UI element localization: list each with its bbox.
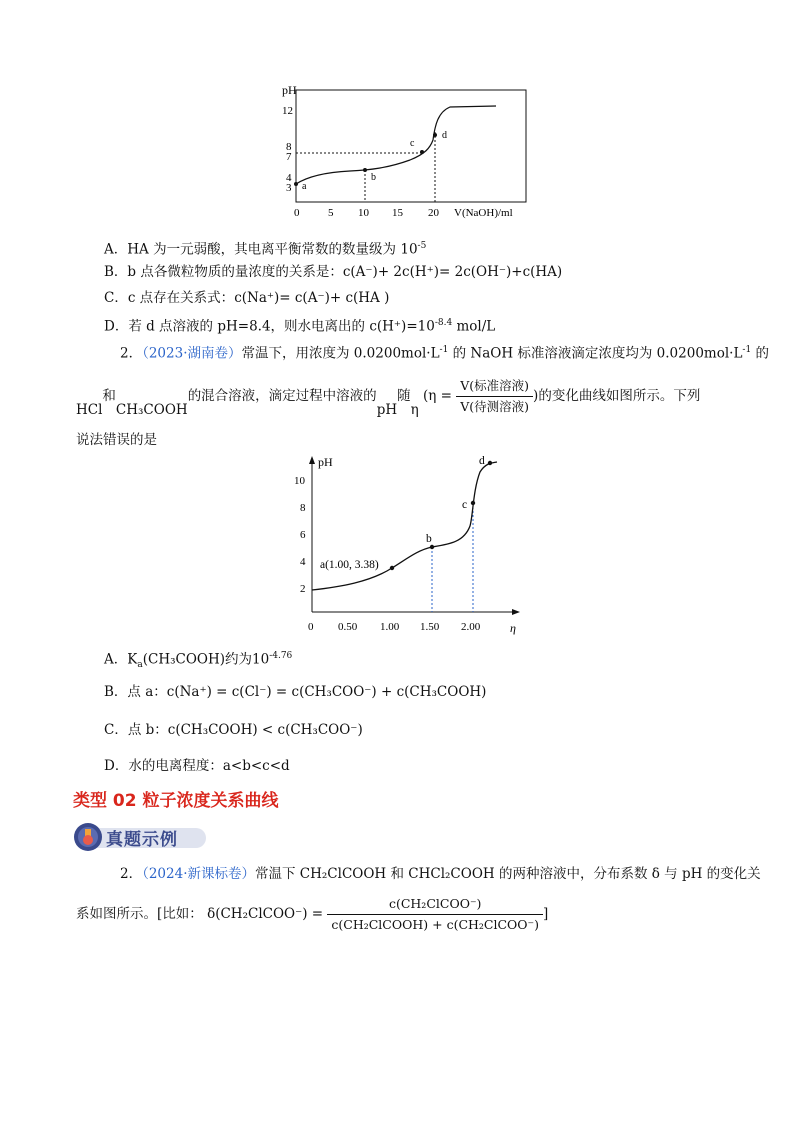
q2-option-c: C．点 b：c(CH₃COOH) < c(CH₃COO⁻) — [104, 722, 363, 738]
chart1-xtick-10: 10 — [358, 207, 369, 219]
chart1-xlabel: V(NaOH)/ml — [454, 207, 513, 219]
chart2-xtick-100: 1.00 — [380, 621, 400, 633]
chart2-xtick-050: 0.50 — [338, 621, 358, 633]
q1-option-a: A．HA 为一元弱酸，其电离平衡常数的数量级为 $10^{-5}$ — [104, 241, 427, 258]
chart2-ytick-2: 2 — [300, 583, 306, 595]
chart1-ytick-12: 12 — [282, 105, 293, 117]
chart1-ytick-3: 3 — [286, 182, 292, 194]
q2-source: （2023·湖南卷） — [142, 345, 242, 362]
q2-option-d: D．水的电离程度：a<b<c<d — [104, 758, 290, 774]
chart2-xtick-0: 0 — [308, 621, 314, 633]
chart1-xtick-5: 5 — [328, 207, 334, 219]
q2-stem-line3: 说法错误的是 — [76, 432, 157, 448]
chart1-point-d: d — [442, 130, 447, 141]
banner-title: 真题示例 — [106, 830, 178, 850]
chart2-xtick-200: 2.00 — [461, 621, 481, 633]
chart1-ytick-8: 8 — [286, 141, 292, 153]
chart2-ytick-8: 8 — [300, 502, 306, 514]
chart1-point-b: b — [371, 172, 376, 183]
q3-stem-line2: 系如图所示。[比如： δ(CH₂ClCOO⁻) = $\frac{\text{c(CH₂ClCOO⁻)}}{\text{c(CH₂ClCOOH) + c(CH₂ClCOO⁻)}}$ ] — [76, 894, 548, 935]
q1-option-d: D．若 d 点溶液的 pH=8.4，则水电离出的 $c(H^+)=10^{-8.4}$ mol/L — [104, 318, 496, 335]
chart2-xlabel: η — [510, 621, 516, 635]
q2-eta-fraction: $\frac{\text{V(标准溶液)}}{\text{V(待测溶液)}}$ — [456, 376, 533, 417]
q2-option-a: A．$K_a(CH_3COOH)$约为$10^{-4.76}$ — [104, 651, 293, 671]
titration-chart-2 — [290, 450, 530, 640]
chart2-ytick-6: 6 — [300, 529, 306, 541]
q2-stem-line2: HCl和CH₃COOH的混合溶液，滴定过程中溶液的pH随η (η = $\frac{\text{V(标准溶液)}}{\text{V(待测溶液)}}$ )的变化曲线如图所示。下列 — [76, 378, 701, 418]
chart2-label-d: d — [479, 455, 485, 467]
q2-stem-line1: 2．（2023·湖南卷）常温下，用浓度为 $0.0200mol\cdot L^{-1}$ 的 NaOH 标准溶液滴定浓度均为 $0.0200mol\cdot L^{-1}$ 的 — [120, 345, 769, 362]
chart2-label-c: c — [462, 499, 468, 511]
chart1-ylabel: pH — [282, 83, 297, 97]
q2-option-b: B．点 a：c(Na⁺) = c(Cl⁻) = c(CH₃COO⁻) + c(CH₃COOH) — [104, 684, 487, 700]
chart1-point-c: c — [410, 138, 415, 149]
q3-stem-line1: 2．（2024·新课标卷）常温下 CH₂ClCOOH 和 CHCl₂COOH 的两种溶液中，分布系数 δ 与 pH 的变化关 — [120, 866, 761, 882]
chart2-ytick-4: 4 — [300, 556, 306, 568]
chart2-label-a: a(1.00, 3.38) — [320, 559, 379, 571]
titration-chart-1 — [270, 80, 540, 225]
q3-delta-fraction: $\frac{\text{c(CH₂ClCOO⁻)}}{\text{c(CH₂ClCOOH) + c(CH₂ClCOO⁻)}}$ — [327, 894, 543, 935]
chart1-xtick-0: 0 — [294, 207, 300, 219]
chart1-xtick-20: 20 — [428, 207, 439, 219]
chart2-label-b: b — [426, 533, 432, 545]
q3-source: （2024·新课标卷） — [142, 866, 255, 882]
chart2-ylabel: pH — [318, 455, 333, 469]
chart1-point-a: a — [302, 181, 307, 192]
chart1-ytick-4: 4 — [286, 172, 292, 184]
chart1-xtick-15: 15 — [392, 207, 403, 219]
chart2-ytick-10: 10 — [294, 475, 305, 487]
q1-option-c: C．c 点存在关系式：c(Na⁺)= c(A⁻)+ c(HA ) — [104, 290, 390, 306]
chart1-ytick-7: 7 — [286, 151, 292, 163]
chart2-xtick-150: 1.50 — [420, 621, 440, 633]
section-heading: 类型 02 粒子浓度关系曲线 — [73, 791, 279, 811]
q1-option-b: B．b 点各微粒物质的量浓度的关系是：c(A⁻)+ 2c(H⁺)= 2c(OH⁻)+c(HA) — [104, 264, 563, 280]
